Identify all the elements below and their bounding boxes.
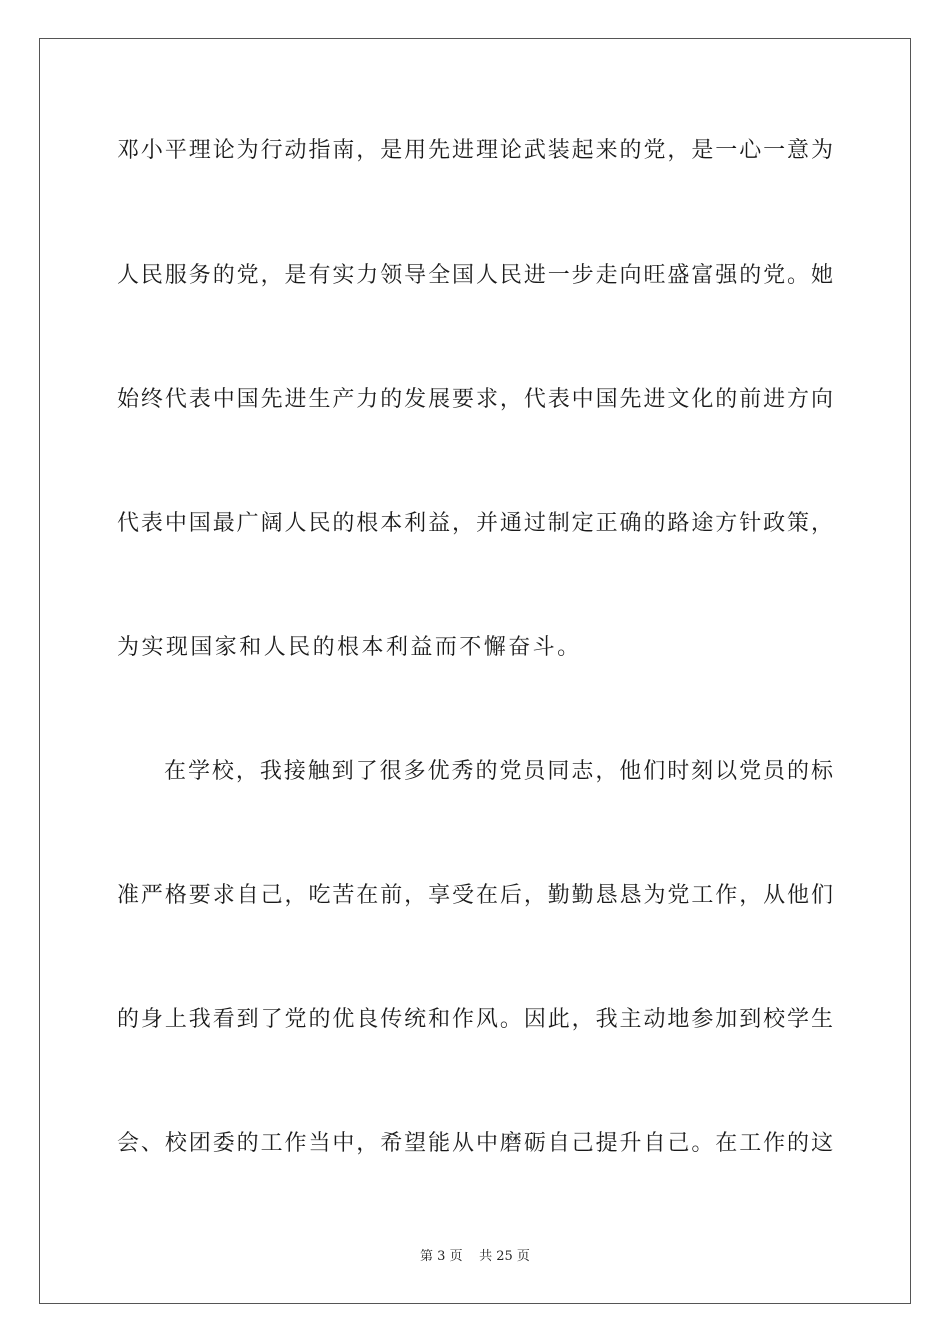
body-text-line: 始终代表中国先进生产力的发展要求，代表中国先进文化的前进方向 <box>117 387 833 412</box>
page-border <box>39 38 911 1304</box>
body-text-line: 邓小平理论为行动指南，是用先进理论武装起来的党，是一心一意为 <box>117 138 833 163</box>
body-text-line: 准严格要求自己，吃苦在前，享受在后，勤勤恳恳为党工作，从他们 <box>117 883 833 908</box>
page-number: 第 3 页 <box>420 1249 463 1264</box>
body-text-line: 人民服务的党，是有实力领导全国人民进一步走向旺盛富强的党。她 <box>117 263 833 288</box>
paragraph-first-line: 在学校，我接触到了很多优秀的党员同志，他们时刻以党员的标 <box>164 759 833 784</box>
page-footer <box>0 1249 950 1265</box>
body-text-line: 会、校团委的工作当中，希望能从中磨砺自己提升自己。在工作的这 <box>117 1131 833 1156</box>
body-text-line: 的身上我看到了党的优良传统和作风。因此，我主动地参加到校学生 <box>117 1007 833 1032</box>
body-text-line: 代表中国最广阔人民的根本利益，并通过制定正确的路途方针政策， <box>117 511 833 536</box>
page-total: 共 25 页 <box>479 1249 530 1264</box>
body-text-line: 为实现国家和人民的根本利益而不懈奋斗。 <box>117 635 582 660</box>
